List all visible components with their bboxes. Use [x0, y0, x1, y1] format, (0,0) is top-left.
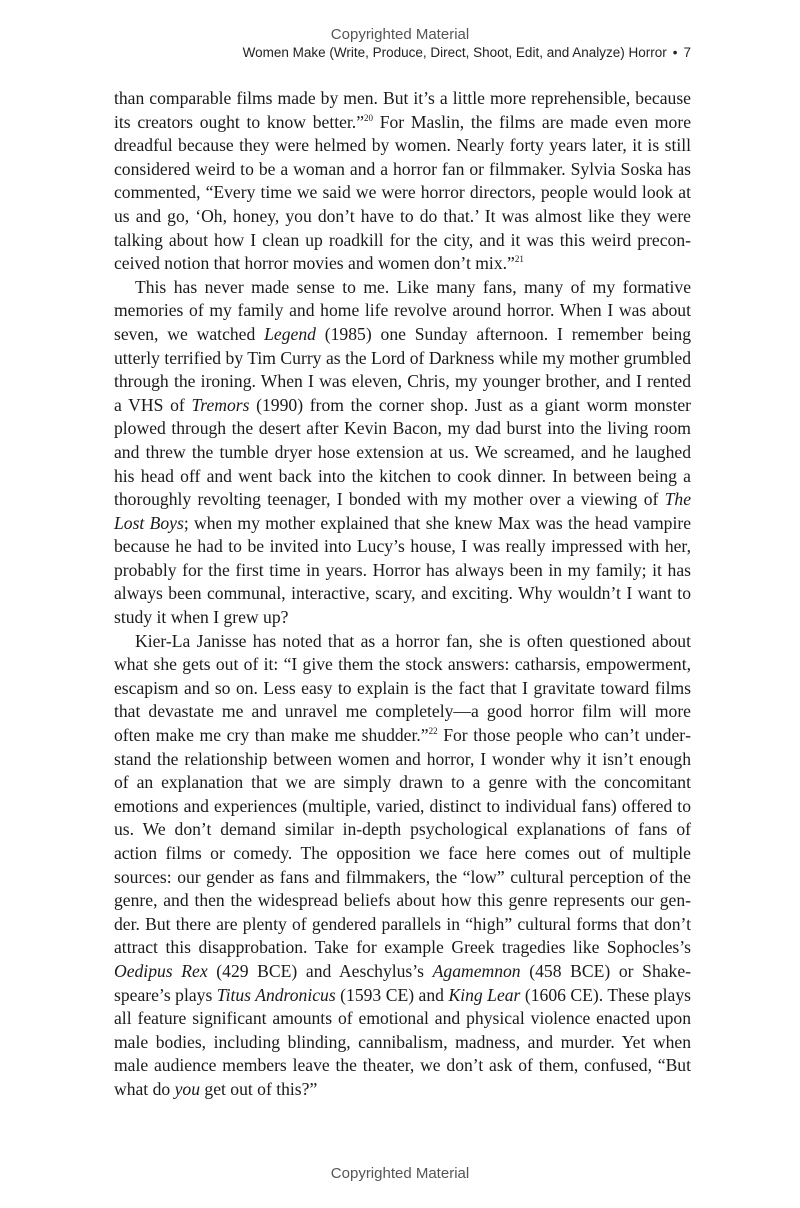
text-run: This has never made sense to me. Like many fans, many of my formative memories of my family and home life revolve around horror. When I was about seven, we watched — [114, 276, 691, 344]
copyright-watermark-bottom: Copyrighted Material — [330, 1165, 470, 1182]
text-run: (1985) one Sunday afternoon. I remember being utterly terrified by Tim Curry as the Lord of Darkness while my mother grumbled through the ironing. When I was eleven, Chris, my younger brother, and I rented a VHS of — [114, 323, 691, 415]
italic-title: Agamemnon — [432, 960, 521, 981]
text-run: For those people who can’t understand the relationship between women and horror, I wonder why it isn’t enough of an explanation that we are simply drawn to a genre with the concomitant emotions and experiences (multiple, varied, distinct to individual fans) offered to us. We don’t demand similar in-depth psychological explanations of fans of action films or comedy. The opposition we face here comes out of multiple sources: our gender as fans and filmmakers, the “low” cultural perception of the genre, and then the widespread beliefs about how this genre represents our gender. But there are plenty of gendered parallels in “high” cultural forms that don’t attract this disapprobation. Take for example Greek tragedies like Sophocles’s — [114, 725, 691, 958]
italic-title: King Lear — [448, 984, 521, 1005]
text-run: (429 BCE) and Aeschylus’s — [207, 960, 433, 981]
footnote-marker: 22 — [428, 726, 438, 737]
footnote-marker: 21 — [514, 254, 524, 265]
text-run: Kier-La Janisse has noted that as a horror fan, she is often questioned about what she gets out of it: “I give them the stock answers: catharsis, empowerment, escapism and so on. Less easy to explain is the fact that I gravitate toward films that devastate me and unravel me completely—a good horror film will more often make me cry than make me shudder.” — [114, 630, 691, 746]
italic-title: Legend — [264, 323, 316, 344]
running-head-title: Women Make (Write, Produce, Direct, Shoot, Edit, and Analyze) Horror — [242, 45, 667, 60]
page-number: 7 — [683, 45, 691, 60]
body-paragraph — [114, 87, 691, 276]
text-run: (1593 CE) and — [335, 984, 449, 1005]
body-paragraph — [114, 630, 691, 1102]
footnote-marker: 20 — [364, 112, 373, 123]
text-run: get out of this?” — [200, 1078, 318, 1099]
text-run: (458 BCE) or Shakespeare’s plays — [114, 960, 692, 1005]
italic-title: Oedipus Rex — [114, 960, 208, 981]
copyright-watermark-top: Copyrighted Material — [330, 26, 470, 43]
text-run: than comparable films made by men. But it’s a little more reprehensible, because its creators ought to know better.” — [114, 88, 691, 132]
running-head-separator: • — [672, 45, 678, 60]
body-paragraph — [114, 276, 691, 630]
text-run: ; when my mother explained that she knew Max was the head vampire because he had to be invited into Lucy’s house, I was really impressed with her, probably for the first time in years. Horror has always been in my family; it has always been communal, interactive, scary, and exciting. Why wouldn’t I want to study it when I grew up? — [114, 512, 692, 628]
text-run: For Maslin, the films are made even more dreadful because they were helmed by women. Nearly forty years later, it is still considered weird to be a woman and a horror fan or filmmaker. Sylvia Soska has commented, “Every time we said we were horror directors, people would look at us and go, ‘Oh, honey, you don’t have to do that.’ It was almost like they were talking about how I clean up roadkill for the city, and it was this weird preconceived notion that horror movies and women don’t mix.” — [114, 111, 691, 274]
running-head — [243, 45, 691, 60]
italic-title: you — [174, 1078, 200, 1099]
text-run: (1606 CE). These plays all feature significant amounts of emotional and physical violence enacted upon male bodies, including blinding, cannibalism, madness, and murder. Yet when male audience members leave the theater, we don’t ask of them, confused, “But what do — [114, 984, 691, 1099]
italic-title: The Lost Boys — [114, 489, 691, 533]
italic-title: Tremors — [191, 394, 250, 415]
body-text — [114, 87, 691, 1102]
text-run: (1990) from the corner shop. Just as a giant worm monster plowed through the desert after Kevin Bacon, my dad burst into the living room and threw the tumble dryer hose extension at us. We screamed, and he laughed his head off and went back into the kitchen to cook dinner. In between being a thoroughly revolting teenager, I bonded with my mother over a viewing of — [114, 394, 692, 510]
italic-title: Titus Andronicus — [216, 984, 336, 1005]
